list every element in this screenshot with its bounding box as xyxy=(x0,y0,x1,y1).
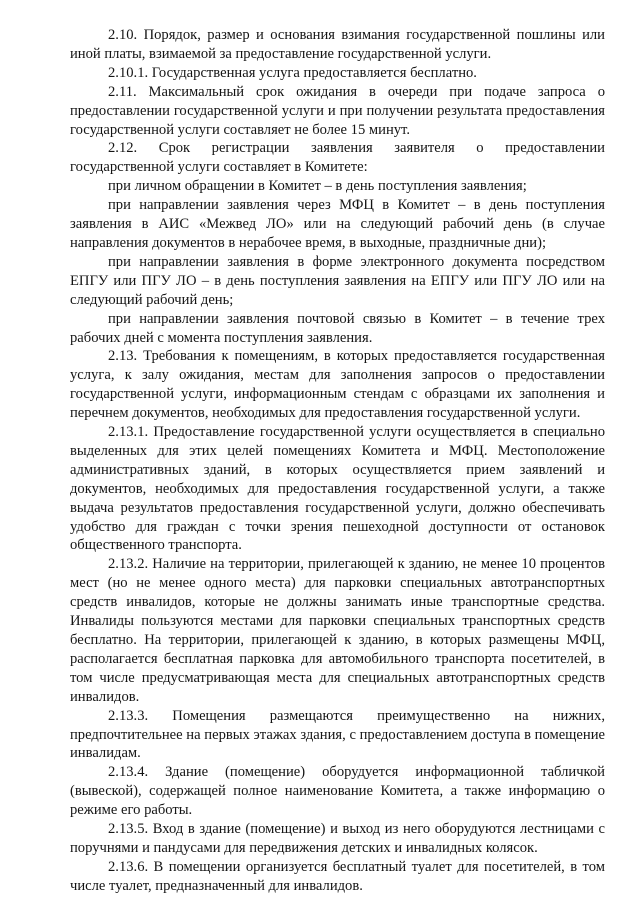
paragraph-2-12-mfc: при направлении заявления через МФЦ в Комитет – в день поступления заявления в АИС «Межвед ЛО» или на следующий рабочий день (в случае направления документов в нерабочее время, в выходные, праздничные дни); xyxy=(70,197,605,251)
paragraph-2-13-1: 2.13.1. Предоставление государственной услуги осуществляется в специально выделенных для этих целей помещениях Комитета и МФЦ. Местоположение административных зданий, в которых осуществляется прием заявлений и документов, необходимых для предоставления государственной услуги, а также выдача результатов предоставления государственной услуги, должно обеспечивать удобство для граждан с точки зрения пешеходной доступности от остановок общественного транспорта. xyxy=(70,424,605,554)
paragraph-2-12-personal: при личном обращении в Комитет – в день поступления заявления; xyxy=(108,178,527,195)
paragraph-2-12: 2.12. Срок регистрации заявления заявителя о предоставлении государственной услуги составляет в Комитете: xyxy=(70,140,605,176)
paragraph-2-13-3: 2.13.3. Помещения размещаются преимущественно на нижних, предпочтительнее на первых этажах здания, с предоставлением доступа в помещение инвалидам. xyxy=(70,707,605,762)
paragraph-2-12-electronic: при направлении заявления в форме электронного документа посредством ЕПГУ или ПГУ ЛО – в день поступления заявления на ЕПГУ или ПГУ ЛО или на следующий рабочий день; xyxy=(70,253,605,308)
document-page xyxy=(70,26,605,896)
paragraph-2-10-1: 2.10.1. Государственная услуга предоставляется бесплатно. xyxy=(108,64,477,81)
paragraph-2-13-4: 2.13.4. Здание (помещение) оборудуется информационной табличкой (вывеской), содержащей полное наименование Комитета, а также информацию о режиме его работы. xyxy=(70,764,605,819)
paragraph-2-11: 2.11. Максимальный срок ожидания в очереди при подаче запроса о предоставлении государственной услуги и при получении результата предоставления государственной услуги составляет не более 15 минут. xyxy=(70,83,605,138)
paragraph-2-13: 2.13. Требования к помещениям, в которых предоставляется государственная услуга, к залу ожидания, местам для заполнения запросов о предоставлении государственной услуги, информационным стендам с образцами их заполнения и перечнем документов, необходимых для предоставления государственной услуги. xyxy=(70,348,605,422)
paragraph-2-13-2: 2.13.2. Наличие на территории, прилегающей к зданию, не менее 10 процентов мест (но не менее одного места) для парковки специальных автотранспортных средств инвалидов, которые не должны занимать иные транспортные средства. Инвалиды пользуются местами для парковки специальных транспортных средств бесплатно. На территории, прилегающей к зданию, в которых размещены МФЦ, располагается бесплатная парковка для автомобильного транспорта посетителей, в том числе предусматривающая места для специальных автотранспортных средств инвалидов. xyxy=(70,556,605,705)
paragraph-2-12-postal: при направлении заявления почтовой связью в Комитет – в течение трех рабочих дней с момента поступления заявления. xyxy=(70,310,605,346)
paragraph-2-10: 2.10. Порядок, размер и основания взимания государственной пошлины или иной платы, взимаемой за предоставление государственной услуги. xyxy=(70,27,605,62)
paragraph-2-13-6: 2.13.6. В помещении организуется бесплатный туалет для посетителей, в том числе туалет, предназначенный для инвалидов. xyxy=(70,858,605,894)
paragraph-2-13-5: 2.13.5. Вход в здание (помещение) и выход из него оборудуются лестницами с поручнями и пандусами для передвижения детских и инвалидных колясок. xyxy=(70,821,605,856)
